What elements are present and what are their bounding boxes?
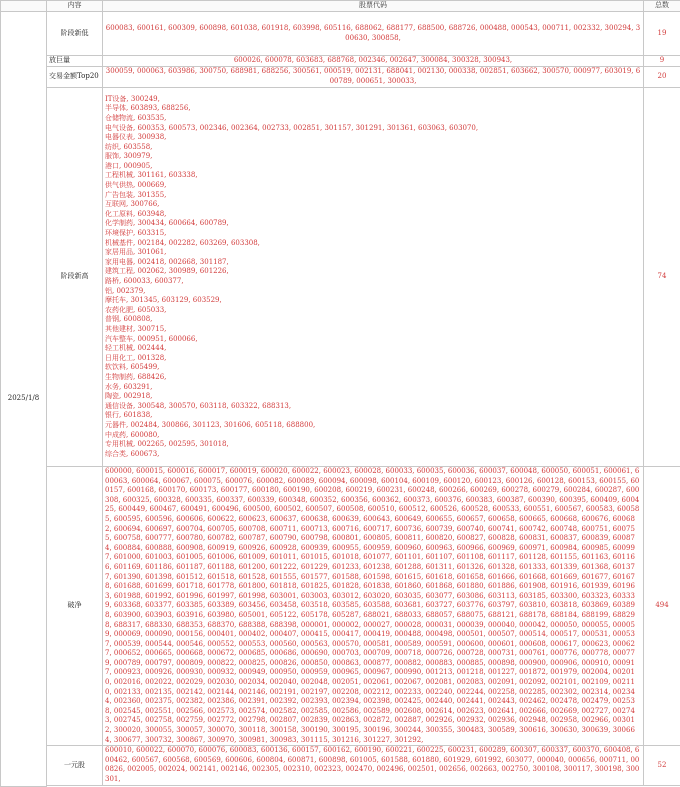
industry-line: 日用化工, 001328, — [105, 354, 641, 364]
industry-line: 普钢, 600808, — [105, 315, 641, 325]
category-cell: 一元股 — [47, 746, 103, 785]
table-row — [1, 785, 680, 787]
codes-cell: 600083, 600161, 600309, 600898, 601038, 601918, 603998, 605116, 688062, 688177, 688500, 688726, 000488, 000543, 000711, 002332, 300294, 300630, 300858, — [103, 12, 644, 56]
count-cell: 494 — [644, 467, 680, 746]
industry-line: 路桥, 600033, 600377, — [105, 277, 641, 287]
count-cell: 19 — [644, 12, 680, 56]
industry-line: 中成药, 600080, — [105, 431, 641, 441]
industry-line: 工程机械, 301161, 603338, — [105, 171, 641, 181]
industry-line: 化工原料, 603948, — [105, 210, 641, 220]
category-cell: 交易金额Top20 — [47, 67, 103, 88]
industry-line: 生物制药, 688426, — [105, 373, 641, 383]
category-cell: 放巨量 — [47, 56, 103, 67]
content-header: 内容 — [47, 1, 103, 12]
industry-line: 电器仪表, 300938, — [105, 133, 641, 143]
industry-line: 环境保护, 603315, — [105, 229, 641, 239]
table-row — [1, 746, 680, 785]
codes-cell: 300059, 000063, 603986, 300750, 688981, 688256, 300561, 000519, 002131, 688041, 002130, 000338, 002851, 603662, 300570, 000977, 603019, 600789, 000651, 300033, — [103, 67, 644, 88]
industry-line: 汽车整车, 000951, 600066, — [105, 335, 641, 345]
count-cell: 20 — [644, 67, 680, 88]
industry-line: 仓储物流, 603535, — [105, 114, 641, 124]
industry-line: 建筑工程, 002062, 300989, 601226, — [105, 267, 641, 277]
industry-line: 陶瓷, 002918, — [105, 392, 641, 402]
industry-line: 半导体, 603893, 688256, — [105, 104, 641, 114]
codes-cell: 600000, 600015, 600016, 600017, 600019, 600020, 600022, 600023, 600028, 600033, 600035, 600036, 600037, 600048, 600050, 600051, 600061, 600063, 600064, 600067, 600075, 600076, 600082, 600089, 600094, 600098, 600104, 600109, 600120, 600123, 600126, 600128, 600153, 600155, 600157, 600168, 600170, 600173, 600177, 600180, 600190, 600208, 600219, 600231, 600248, 600266, 600269, 600278, 600279, 600284, 600287, 600308, 600325, 600328, 600335, 600337, 600339, 600348, 600352, 600356, 600362, 600373, 600376, 600383, 600387, 600390, 600395, 600409, 600425, 600449, 600467, 600491, 600496, 600500, 600502, 600507, 600508, 600510, 600512, 600526, 600528, 600533, 600551, 600567, 600583, 600585, 600595, 600596, 600606, 600622, 600623, 600637, 600638, 600639, 600643, 600649, 600655, 600657, 600658, 600665, 600668, 600676, 600682, 600694, 600697, 600704, 600705, 600708, 600711, 600713, 600716, 600717, 600736, 600739, 600740, 600741, 600742, 600748, 600751, 600755, 600758, 600777, 600780, 600782, 600787, 600790, 600798, 600801, 600805, 600811, 600820, 600827, 600828, 600831, 600837, 600839, 600874, 600884, 600888, 600908, 600919, 600926, 600928, 600939, 600955, 600959, 600960, 600963, 600966, 600969, 600971, 600984, 600985, 600997, 601000, 601003, 601005, 601006, 601009, 601011, 601015, 601018, 601077, 601101, 601107, 601108, 601117, 601128, 601155, 601163, 601166, 601169, 601186, 601187, 601188, 601200, 601222, 601229, 601233, 601238, 601288, 601311, 601326, 601328, 601333, 601339, 601368, 601377, 601390, 601398, 601512, 601518, 601528, 601555, 601577, 601588, 601598, 601615, 601618, 601658, 601666, 601668, 601669, 601677, 601678, 601688, 601699, 601718, 601778, 601800, 601818, 601825, 601828, 601838, 601860, 601868, 601880, 601886, 601908, 601916, 601939, 601963, 601988, 601992, 601996, 601997, 601998, 603001, 603003, 603012, 603020, 603035, 603077, 603086, 603113, 603185, 603300, 603323, 603339, 603368, 603377, 603385, 603389, 603456, 603458, 603518, 603585, 603588, 603681, 603727, 603776, 603797, 603810, 603818, 603869, 603898, 603900, 603903, 603916, 603980, 605001, 605122, 605178, 605287, 688021, 688033, 688057, 688075, 688121, 688178, 688184, 688199, 688298, 688317, 688330, 688353, 688370, 688388, 688398, 000001, 000002, 000027, 000028, 000031, 000039, 000040, 000042, 000050, 000055, 000059, 000069, 000090, 000156, 000401, 000402, 000407, 000415, 000417, 000419, 000488, 000498, 000501, 000507, 000514, 000517, 000531, 000537, 000539, 000544, 000546, 000552, 000553, 000560, 000563, 000570, 000581, 000589, 000591, 000600, 000601, 000608, 000617, 000623, 000627, 000652, 000665, 000668, 000672, 000685, 000686, 000690, 000703, 000709, 000718, 000726, 000728, 000731, 000761, 000776, 000778, 000779, 000789, 000797, 000809, 000822, 000825, 000826, 000850, 000863, 000877, 000882, 000883, 000885, 000898, 000900, 000906, 000910, 000917, 000923, 000926, 000930, 000932, 000949, 000950, 000959, 000965, 000967, 000990, 001213, 001218, 001227, 001872, 001979, 002004, 002010, 002016, 002022, 002029, 002030, 002034, 002040, 002048, 002051, 002061, 002067, 002081, 002083, 002091, 002092, 002101, 002109, 002110, 002133, 002135, 002142, 002144, 002146, 002191, 002197, 002208, 002212, 002233, 002240, 002244, 002258, 002285, 002302, 002314, 002344, 002360, 002375, 002382, 002386, 002391, 002392, 002393, 002394, 002398, 002425, 002440, 002441, 002443, 002462, 002478, 002479, 002538, 002545, 002551, 002566, 002573, 002574, 002582, 002585, 002586, 002589, 002608, 002614, 002623, 002641, 002666, 002669, 002727, 002743, 002745, 002758, 002759, 002772, 002798, 002807, 002839, 002863, 002872, 002887, 002926, 002932, 002936, 002948, 002958, 002966, 003012, 300020, 300055, 300057, 300070, 300118, 300158, 300190, 300195, 300196, 300244, 300355, 300483, 300589, 300616, 300630, 300639, 300664, 300677, 300732, 300867, 300970, 300981, 300983, 301115, 301216, 301227, 301292, — [103, 467, 644, 746]
industry-line: 互联网, 300766, — [105, 200, 641, 210]
industry-line: 水务, 603291, — [105, 383, 641, 393]
count-cell: 9 — [644, 56, 680, 67]
industry-line: 通信设备, 300548, 300570, 603118, 603322, 688313, — [105, 402, 641, 412]
industry-line: 服饰, 300979, — [105, 152, 641, 162]
codes-header: 股票代码 — [103, 1, 644, 12]
industry-line: 其他建材, 300715, — [105, 325, 641, 335]
industry-line: 元器件, 002484, 300866, 301123, 301606, 605118, 688800, — [105, 421, 641, 431]
industry-line: 机械基件, 002184, 002282, 603269, 603308, — [105, 239, 641, 249]
date-cell: 2025/1/8 — [1, 12, 47, 787]
count-cell: 74 — [644, 88, 680, 467]
industry-line: 化学制药, 300434, 600664, 600789, — [105, 219, 641, 229]
spacer-cell — [47, 785, 680, 787]
table-row — [1, 12, 680, 56]
category-cell: 阶段新低 — [47, 12, 103, 56]
industry-line: 专用机械, 002265, 002595, 301018, — [105, 440, 641, 450]
industry-line: 铝, 002379, — [105, 287, 641, 297]
industry-line: 供气供热, 000669, — [105, 181, 641, 191]
industry-line: 综合类, 600673, — [105, 450, 641, 460]
industry-line: 轻工机械, 002444, — [105, 344, 641, 354]
table-row — [1, 67, 680, 88]
industry-line: 软饮料, 605499, — [105, 363, 641, 373]
codes-cell: 600010, 600022, 600070, 600076, 600083, 600136, 600157, 600162, 600190, 600221, 600225, 600231, 600289, 600307, 600337, 600370, 600408, 600462, 600567, 600568, 600569, 600606, 600804, 600871, 600898, 601005, 601588, 601880, 601929, 601992, 603077, 000040, 000656, 000711, 000826, 002005, 002024, 002141, 002146, 002305, 002310, 002323, 002470, 002496, 002501, 002656, 002663, 002750, 300108, 300117, 300198, 300301, — [103, 746, 644, 785]
table-row — [1, 467, 680, 746]
table-row — [1, 56, 680, 67]
industry-line: 纺织, 603558, — [105, 143, 641, 153]
industry-line: 广告包装, 301355, — [105, 191, 641, 201]
industry-line: 港口, 000905, — [105, 162, 641, 172]
table-row — [1, 88, 680, 467]
total-header: 总数 — [644, 1, 680, 12]
industry-line: 农药化肥, 605033, — [105, 306, 641, 316]
count-cell: 52 — [644, 746, 680, 785]
date-header — [1, 1, 47, 12]
header-row — [1, 1, 680, 12]
industry-line: IT设备, 300249, — [105, 95, 641, 105]
industry-line: 家居用品, 301061, — [105, 248, 641, 258]
industry-list-cell — [103, 88, 644, 467]
industry-line: 家用电器, 002418, 002668, 301187, — [105, 258, 641, 268]
industry-line: 电气设备, 600353, 600573, 002346, 002364, 002733, 002851, 301157, 301291, 301361, 603063, 603070, — [105, 124, 641, 134]
codes-cell: 600026, 600078, 603683, 688768, 002346, 002647, 300084, 300328, 300943, — [103, 56, 644, 67]
industry-line: 银行, 601838, — [105, 411, 641, 421]
category-cell: 破净 — [47, 467, 103, 746]
industry-line: 摩托车, 301345, 603129, 603529, — [105, 296, 641, 306]
category-cell: 阶段新高 — [47, 88, 103, 467]
